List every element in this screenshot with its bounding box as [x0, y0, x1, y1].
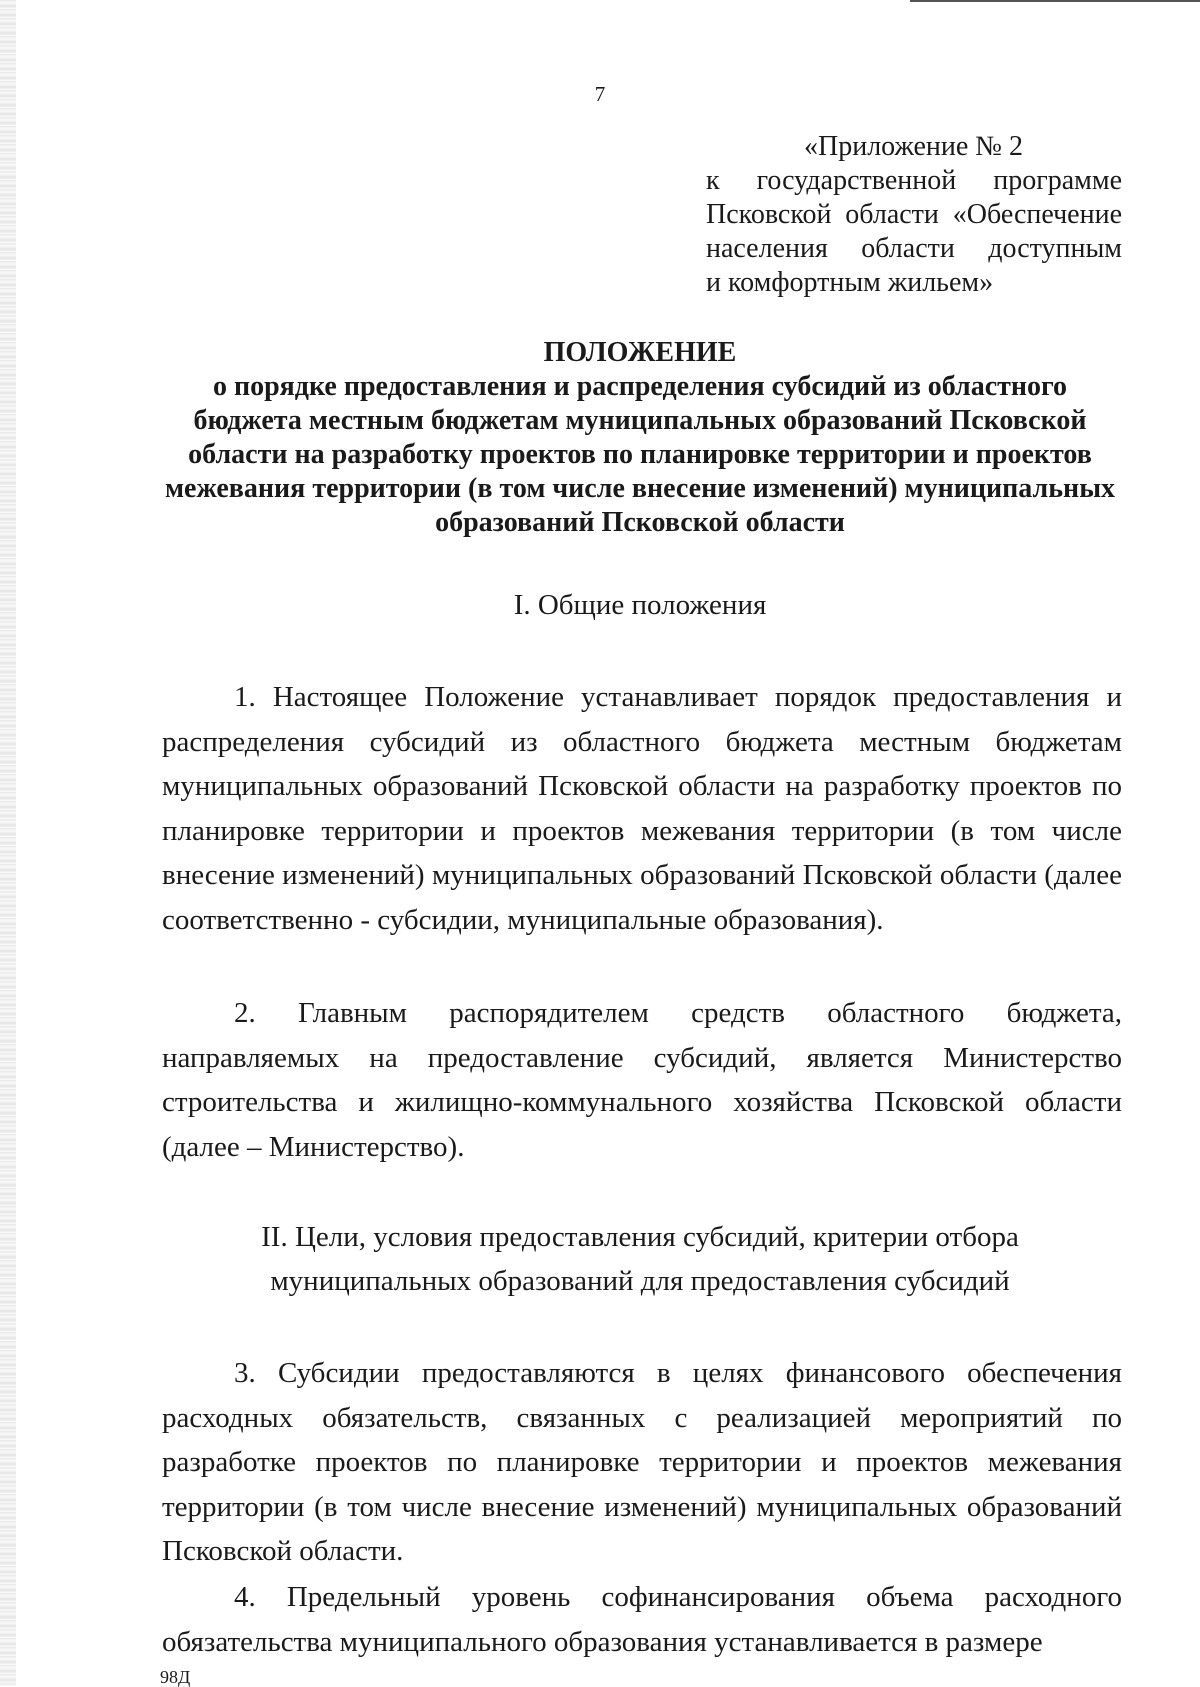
document-title-line: образований Псковской области — [435, 507, 845, 538]
section-heading-line: муниципальных образований для предоставления субсидий — [270, 1265, 1010, 1297]
annex-title: «Приложение № 2 — [804, 131, 1023, 162]
annex-line: и комфортным жильем» — [706, 267, 994, 298]
paragraph-text: 3. Субсидии предоставляются в целях финансового обеспечения расходных обязательств, связанных с реализацией мероприятий по разработке проектов по планировке территории и проектов межевания территории (в том числе внесение изменений) муниципальных образований Псковской области. — [162, 1357, 1122, 1567]
document-title — [150, 336, 1130, 540]
paragraph-text: 1. Настоящее Положение устанавливает порядок предоставления и распределения субсидий из областного бюджета местным бюджетам муниципальных образований Псковской области на разработку проектов по планировке территории и проектов межевания территории (в том числе внесение изменений) муниципальных образований Псковской области (далее соответственно - субсидии, муниципальные образования). — [162, 681, 1122, 936]
annex-header — [706, 130, 1122, 300]
paragraph-1 — [162, 675, 1122, 942]
section-heading-line: I. Общие положения — [513, 589, 767, 621]
section-heading-line: II. Цели, условия предоставления субсидий, критерии отбора — [261, 1221, 1019, 1253]
paragraph-4 — [162, 1575, 1122, 1664]
paragraph-text: 2. Главным распорядителем средств областного бюджета, направляемых на предоставление субсидий, является Министерство строительства и жилищно-коммунального хозяйства Псковской области (далее – Министерство). — [162, 997, 1122, 1163]
document-title-line: о порядке предоставления и распределения субсидий из областного — [212, 371, 1068, 402]
paragraph-3 — [162, 1351, 1122, 1574]
section-heading-2 — [150, 1215, 1130, 1303]
paragraph-2 — [162, 991, 1122, 1169]
annex-line: населения области доступным — [706, 233, 1122, 264]
section-heading-1 — [150, 583, 1130, 627]
document-title-line: бюджета местным бюджетам муниципальных образований Псковской — [193, 405, 1087, 436]
document-title-line: межевания территории (в том числе внесение изменений) муниципальных — [164, 473, 1116, 504]
document-title-heading: ПОЛОЖЕНИЕ — [543, 337, 737, 368]
annex-line: Псковской области «Обеспечение — [706, 199, 1122, 230]
footer-mark: 98Д — [160, 1667, 191, 1687]
annex-line: к государственной программе — [706, 165, 1122, 196]
page-number: 7 — [594, 82, 606, 106]
scan-left-edge — [0, 0, 16, 1686]
document-title-line: области на разработку проектов по планировке территории и проектов — [188, 439, 1092, 470]
paragraph-text: 4. Предельный уровень софинансирования объема расходного обязательства муниципального образования устанавливается в размере — [162, 1581, 1122, 1658]
scan-top-line — [910, 0, 1200, 2]
